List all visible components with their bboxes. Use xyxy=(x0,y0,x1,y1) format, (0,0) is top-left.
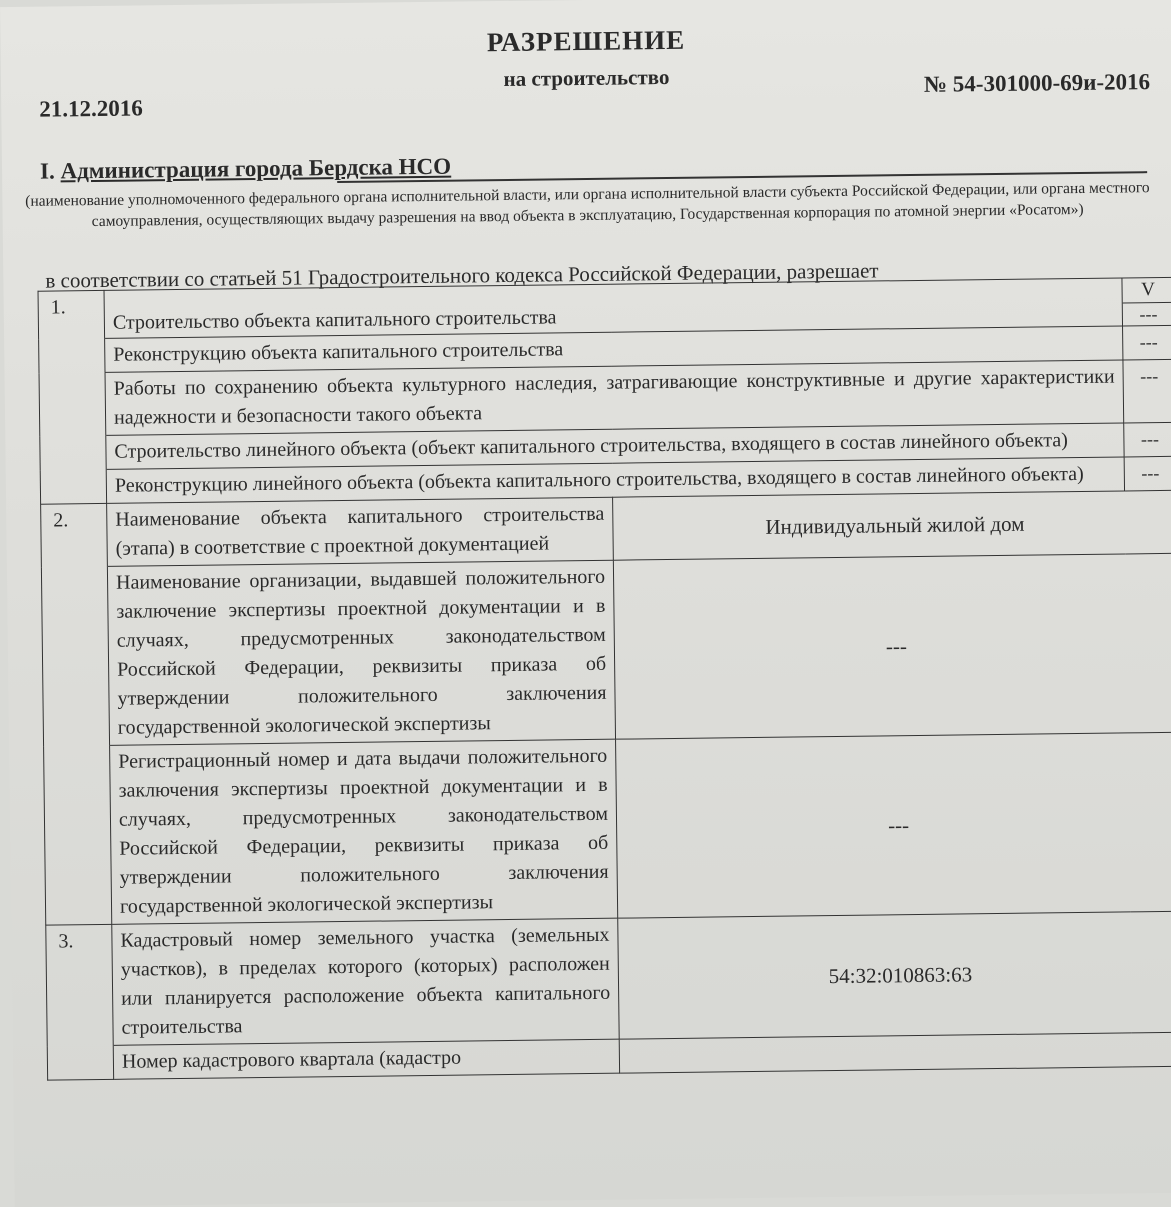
row-number-empty xyxy=(39,372,106,436)
mark-value: --- xyxy=(1124,422,1171,457)
work-type-label: Строительство объекта капитального строительства xyxy=(112,306,557,334)
authority-note: (наименование уполномоченного федерального органа исполнительной власти, или органа исполнительной власти субъекта Российской Федерации, или органа местного самоуправления, осуществляющих выдачу разрешения на ввод объекта в эксплуатацию, Государственная корпорация по атомной энергии «Росатом») xyxy=(25,179,1150,231)
mark-header: V xyxy=(1122,278,1171,304)
issue-date: 21.12.2016 xyxy=(39,95,143,122)
cadastral-quarter-label: Номер кадастрового квартала (кадастро xyxy=(113,1039,619,1079)
mark-value: --- xyxy=(1124,456,1171,491)
row-number-empty xyxy=(47,1045,113,1080)
row-number: 2. xyxy=(41,503,108,567)
table-row xyxy=(46,911,1171,1046)
work-type-label: Реконструкцию линейного объекта (объекта капитального строительства, входящего в состав линейного объекта) xyxy=(106,457,1124,503)
document-title: РАЗРЕШЕНИЕ xyxy=(486,24,686,58)
accordance-statement: в соответствии со статьей 51 Градостроительного кодекса Российской Федерации, разрешает xyxy=(45,258,879,293)
cadastral-quarter-value xyxy=(619,1032,1171,1073)
table-row xyxy=(41,553,1171,746)
permit-number: № 54-301000-69и-2016 xyxy=(923,69,1151,97)
object-name-label: Наименование объекта капитального строительства (этапа) в соответствие с проектной документацией xyxy=(107,497,614,566)
mark-value: --- xyxy=(1123,359,1171,423)
row-number-empty xyxy=(44,745,112,925)
permit-table xyxy=(38,277,1171,1081)
work-type-label: Реконструкцию объекта капитального строительства xyxy=(105,326,1123,372)
cadastral-value: 54:32:010863:63 xyxy=(618,911,1171,1039)
table-row xyxy=(44,732,1171,925)
authority-name: Администрация города Бердска НСО xyxy=(60,153,452,184)
row-number-empty xyxy=(39,338,105,373)
expertise-reg-label: Регистрационный номер и дата выдачи положительного заключения экспертизы проектной документации и в случаях, предусмотренных законодательством Российской Федерации, реквизиты приказа об утверждении положительного заключения государственной экологической экспертизы xyxy=(110,739,618,924)
object-name-value: Индивидуальный жилой дом xyxy=(613,490,1171,560)
row-number: 3. xyxy=(46,924,113,1046)
row-number-empty xyxy=(40,435,106,470)
expertise-org-label: Наименование организации, выдавшей положительного заключение экспертизы проектной документации и в случаях, предусмотренных законодательством Российской Федерации, реквизиты приказа об утверждении положительного заключения государственной экологической экспертизы xyxy=(107,560,615,745)
expertise-org-value: --- xyxy=(613,553,1171,739)
cadastral-label: Кадастровый номер земельного участка (земельных участков), в пределах которого (которых) расположен или планируется расположение объекта капитального строительства xyxy=(112,918,619,1045)
section-number: I. xyxy=(39,158,55,184)
expertise-reg-value: --- xyxy=(616,732,1171,918)
row-number-empty xyxy=(40,469,106,504)
mark-value: --- xyxy=(1139,304,1158,325)
document-subtitle: на строительство xyxy=(503,64,670,92)
row-number: 1. xyxy=(38,290,105,339)
row-number-empty xyxy=(41,566,109,746)
mark-cell xyxy=(1122,277,1171,326)
mark-value: --- xyxy=(1123,325,1171,360)
work-type-label: Строительство линейного объекта (объект капитального строительства, входящего в состав линейного объекта) xyxy=(106,423,1124,469)
work-type-label: Работы по сохранению объекта культурного наследия, затрагивающие конструктивные и другие характеристики надежности и безопасности такого объекта xyxy=(105,360,1124,435)
